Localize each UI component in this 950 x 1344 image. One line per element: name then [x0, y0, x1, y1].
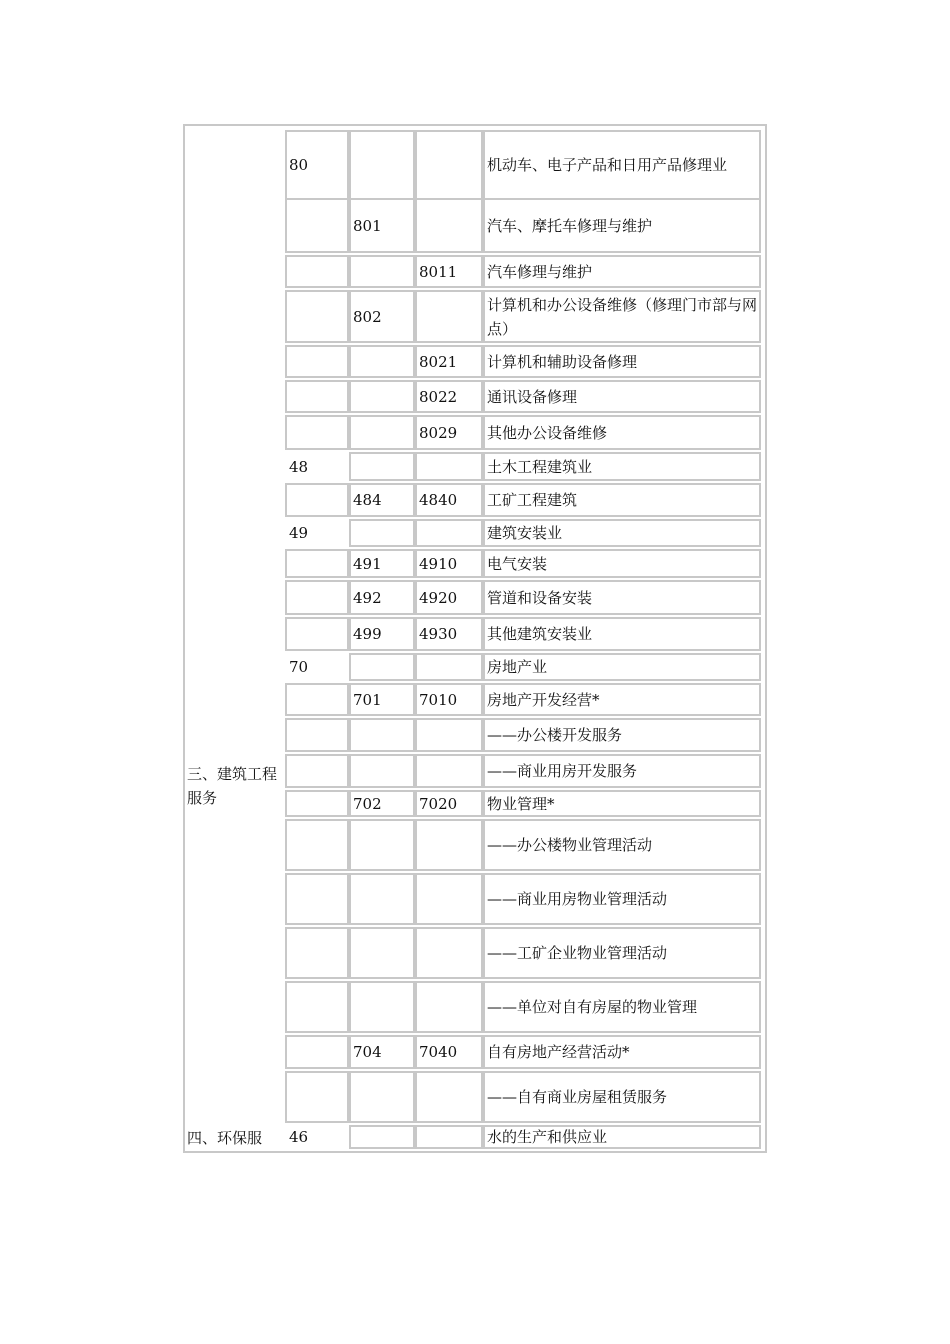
table-cell-c3	[415, 819, 483, 871]
table-cell-c2	[349, 1035, 415, 1069]
table-cell-c2	[349, 653, 415, 681]
table-cell-desc	[483, 130, 761, 200]
table-cell-c2	[349, 1071, 415, 1123]
table-cell-c1	[285, 653, 349, 681]
cell-text-desc: ——商业用房物业管理活动	[487, 890, 668, 908]
cell-text-desc: 计算机和办公设备维修（修理门市部与网点）	[487, 295, 758, 338]
table-cell-c3	[415, 255, 483, 288]
table-cell-c1	[285, 1125, 349, 1149]
table-cell-c2	[349, 1125, 415, 1149]
table-cell-desc	[483, 754, 761, 788]
table-cell-c3	[415, 198, 483, 253]
cell-text-desc: 房地产开发经营*	[487, 690, 600, 709]
table-cell-desc	[483, 1071, 761, 1123]
table-cell-c1	[285, 754, 349, 788]
cell-text-desc: 工矿工程建筑	[487, 491, 578, 509]
table-cell-c3	[415, 653, 483, 681]
cell-text-desc: 土木工程建筑业	[487, 457, 593, 476]
table-cell-desc	[483, 873, 761, 925]
table-cell-c1	[285, 873, 349, 925]
table-cell-c3	[415, 873, 483, 925]
cell-text-c1: 49	[289, 524, 309, 542]
cell-text-c3: 4910	[419, 554, 458, 573]
cell-text-desc: 其他办公设备维修	[487, 423, 608, 442]
cell-text-c1: 46	[289, 1128, 309, 1146]
table-cell-c3	[415, 617, 483, 651]
table-cell-c2	[349, 617, 415, 651]
table-cell-desc	[483, 255, 761, 288]
category-cell-construction	[187, 762, 285, 810]
table-cell-desc	[483, 580, 761, 615]
table-cell-c2	[349, 819, 415, 871]
cell-text-c2: 702	[353, 794, 382, 813]
cell-text-desc: ——工矿企业物业管理活动	[487, 944, 668, 962]
table-cell-c1	[285, 255, 349, 288]
table-cell-desc	[483, 483, 761, 517]
cell-text-desc: 电气安装	[487, 554, 548, 573]
cell-text-c3: 4930	[419, 625, 458, 643]
table-cell-c2	[349, 873, 415, 925]
cell-text-c3: 8011	[419, 262, 458, 281]
table-cell-c1	[285, 580, 349, 615]
table-cell-c3	[415, 415, 483, 450]
table-cell-c3	[415, 519, 483, 547]
cell-text-c2: 802	[353, 307, 382, 326]
table-cell-c3	[415, 290, 483, 343]
table-cell-c2	[349, 683, 415, 716]
category-cell-environment	[187, 1126, 287, 1150]
cell-text-c1: 48	[289, 457, 309, 476]
cell-text-c2: 701	[353, 690, 382, 709]
cell-text-desc: ——自有商业房屋租赁服务	[487, 1088, 668, 1106]
cell-text-c3: 7020	[419, 794, 458, 813]
table-cell-c2	[349, 290, 415, 343]
table-cell-desc	[483, 718, 761, 752]
table-cell-c2	[349, 345, 415, 378]
cell-text-c2: 484	[353, 491, 382, 509]
table-cell-desc	[483, 519, 761, 547]
table-cell-c2	[349, 255, 415, 288]
cell-text-desc: 机动车、电子产品和日用产品修理业	[487, 156, 728, 174]
table-cell-c2	[349, 130, 415, 200]
cell-text-desc: 其他建筑安装业	[487, 625, 593, 643]
table-cell-c3	[415, 790, 483, 817]
classification-table	[183, 124, 767, 1153]
cell-text-desc: 通讯设备修理	[487, 387, 578, 406]
cell-text-c1: 70	[289, 658, 309, 676]
table-cell-c3	[415, 130, 483, 200]
table-cell-c3	[415, 345, 483, 378]
cell-text-desc: 汽车、摩托车修理与维护	[487, 216, 653, 235]
cell-text-desc: 汽车修理与维护	[487, 262, 593, 281]
cell-text-desc: 建筑安装业	[487, 524, 563, 542]
table-cell-c3	[415, 981, 483, 1033]
table-cell-c1	[285, 452, 349, 481]
table-cell-c1	[285, 683, 349, 716]
table-cell-desc	[483, 290, 761, 343]
table-cell-c1	[285, 1035, 349, 1069]
table-cell-c2	[349, 415, 415, 450]
cell-text-c2: 499	[353, 625, 382, 643]
category-label-construction: 三、建筑工程服务	[187, 765, 278, 807]
cell-text-desc: 自有房地产经营活动*	[487, 1043, 630, 1061]
table-cell-desc	[483, 790, 761, 817]
table-cell-c1	[285, 345, 349, 378]
table-cell-c2	[349, 549, 415, 578]
table-cell-c1	[285, 483, 349, 517]
cell-text-desc: 房地产业	[487, 658, 548, 676]
table-cell-c3	[415, 452, 483, 481]
table-cell-desc	[483, 415, 761, 450]
table-cell-c1	[285, 198, 349, 253]
cell-text-desc: ——办公楼物业管理活动	[487, 836, 653, 854]
cell-text-desc: 物业管理*	[487, 794, 555, 813]
table-cell-desc	[483, 927, 761, 979]
table-cell-c2	[349, 452, 415, 481]
table-cell-c3	[415, 754, 483, 788]
cell-text-c3: 4840	[419, 491, 458, 509]
cell-text-c2: 492	[353, 588, 382, 607]
cell-text-c2: 801	[353, 216, 382, 235]
cell-text-c3: 7010	[419, 690, 458, 709]
table-cell-desc	[483, 819, 761, 871]
table-cell-desc	[483, 683, 761, 716]
table-cell-c3	[415, 683, 483, 716]
table-cell-c2	[349, 754, 415, 788]
table-cell-c2	[349, 927, 415, 979]
table-cell-c2	[349, 718, 415, 752]
table-cell-c2	[349, 198, 415, 253]
cell-text-c3: 7040	[419, 1043, 458, 1061]
table-cell-c1	[285, 290, 349, 343]
table-cell-c1	[285, 519, 349, 547]
table-cell-c2	[349, 981, 415, 1033]
table-cell-c3	[415, 1125, 483, 1149]
cell-text-c2: 704	[353, 1043, 382, 1061]
table-cell-desc	[483, 549, 761, 578]
cell-text-desc: ——办公楼开发服务	[487, 726, 623, 744]
table-cell-desc	[483, 345, 761, 378]
table-cell-desc	[483, 617, 761, 651]
table-cell-c2	[349, 380, 415, 413]
table-cell-c1	[285, 1071, 349, 1123]
table-cell-c2	[349, 483, 415, 517]
table-cell-desc	[483, 452, 761, 481]
table-cell-c3	[415, 927, 483, 979]
cell-text-c2: 491	[353, 554, 382, 573]
cell-text-c3: 8022	[419, 387, 458, 406]
table-cell-c3	[415, 718, 483, 752]
cell-text-desc: ——单位对自有房屋的物业管理	[487, 998, 698, 1016]
table-cell-c3	[415, 580, 483, 615]
table-cell-c1	[285, 380, 349, 413]
table-cell-desc	[483, 653, 761, 681]
table-cell-desc	[483, 380, 761, 413]
cell-text-desc: 管道和设备安装	[487, 588, 593, 607]
cell-text-desc: ——商业用房开发服务	[487, 762, 638, 780]
cell-text-c3: 4920	[419, 588, 458, 607]
table-cell-c1	[285, 617, 349, 651]
cell-text-desc: 计算机和辅助设备修理	[487, 352, 638, 371]
table-cell-c3	[415, 549, 483, 578]
table-cell-c3	[415, 1071, 483, 1123]
table-cell-c1	[285, 718, 349, 752]
table-cell-c3	[415, 483, 483, 517]
table-cell-desc	[483, 1035, 761, 1069]
table-cell-c1	[285, 130, 349, 200]
cell-text-c3: 8029	[419, 423, 458, 442]
table-cell-c1	[285, 415, 349, 450]
table-cell-desc	[483, 198, 761, 253]
table-cell-c1	[285, 819, 349, 871]
table-cell-c3	[415, 380, 483, 413]
table-cell-c1	[285, 790, 349, 817]
table-cell-c1	[285, 981, 349, 1033]
table-cell-desc	[483, 1125, 761, 1149]
table-cell-desc	[483, 981, 761, 1033]
table-cell-c2	[349, 790, 415, 817]
table-cell-c2	[349, 580, 415, 615]
category-label-environment: 四、环保服	[187, 1129, 263, 1147]
cell-text-desc: 水的生产和供应业	[487, 1128, 608, 1146]
table-cell-c1	[285, 927, 349, 979]
cell-text-c3: 8021	[419, 352, 458, 371]
table-cell-c2	[349, 519, 415, 547]
table-cell-c3	[415, 1035, 483, 1069]
cell-text-c1: 80	[289, 156, 309, 174]
table-cell-c1	[285, 549, 349, 578]
